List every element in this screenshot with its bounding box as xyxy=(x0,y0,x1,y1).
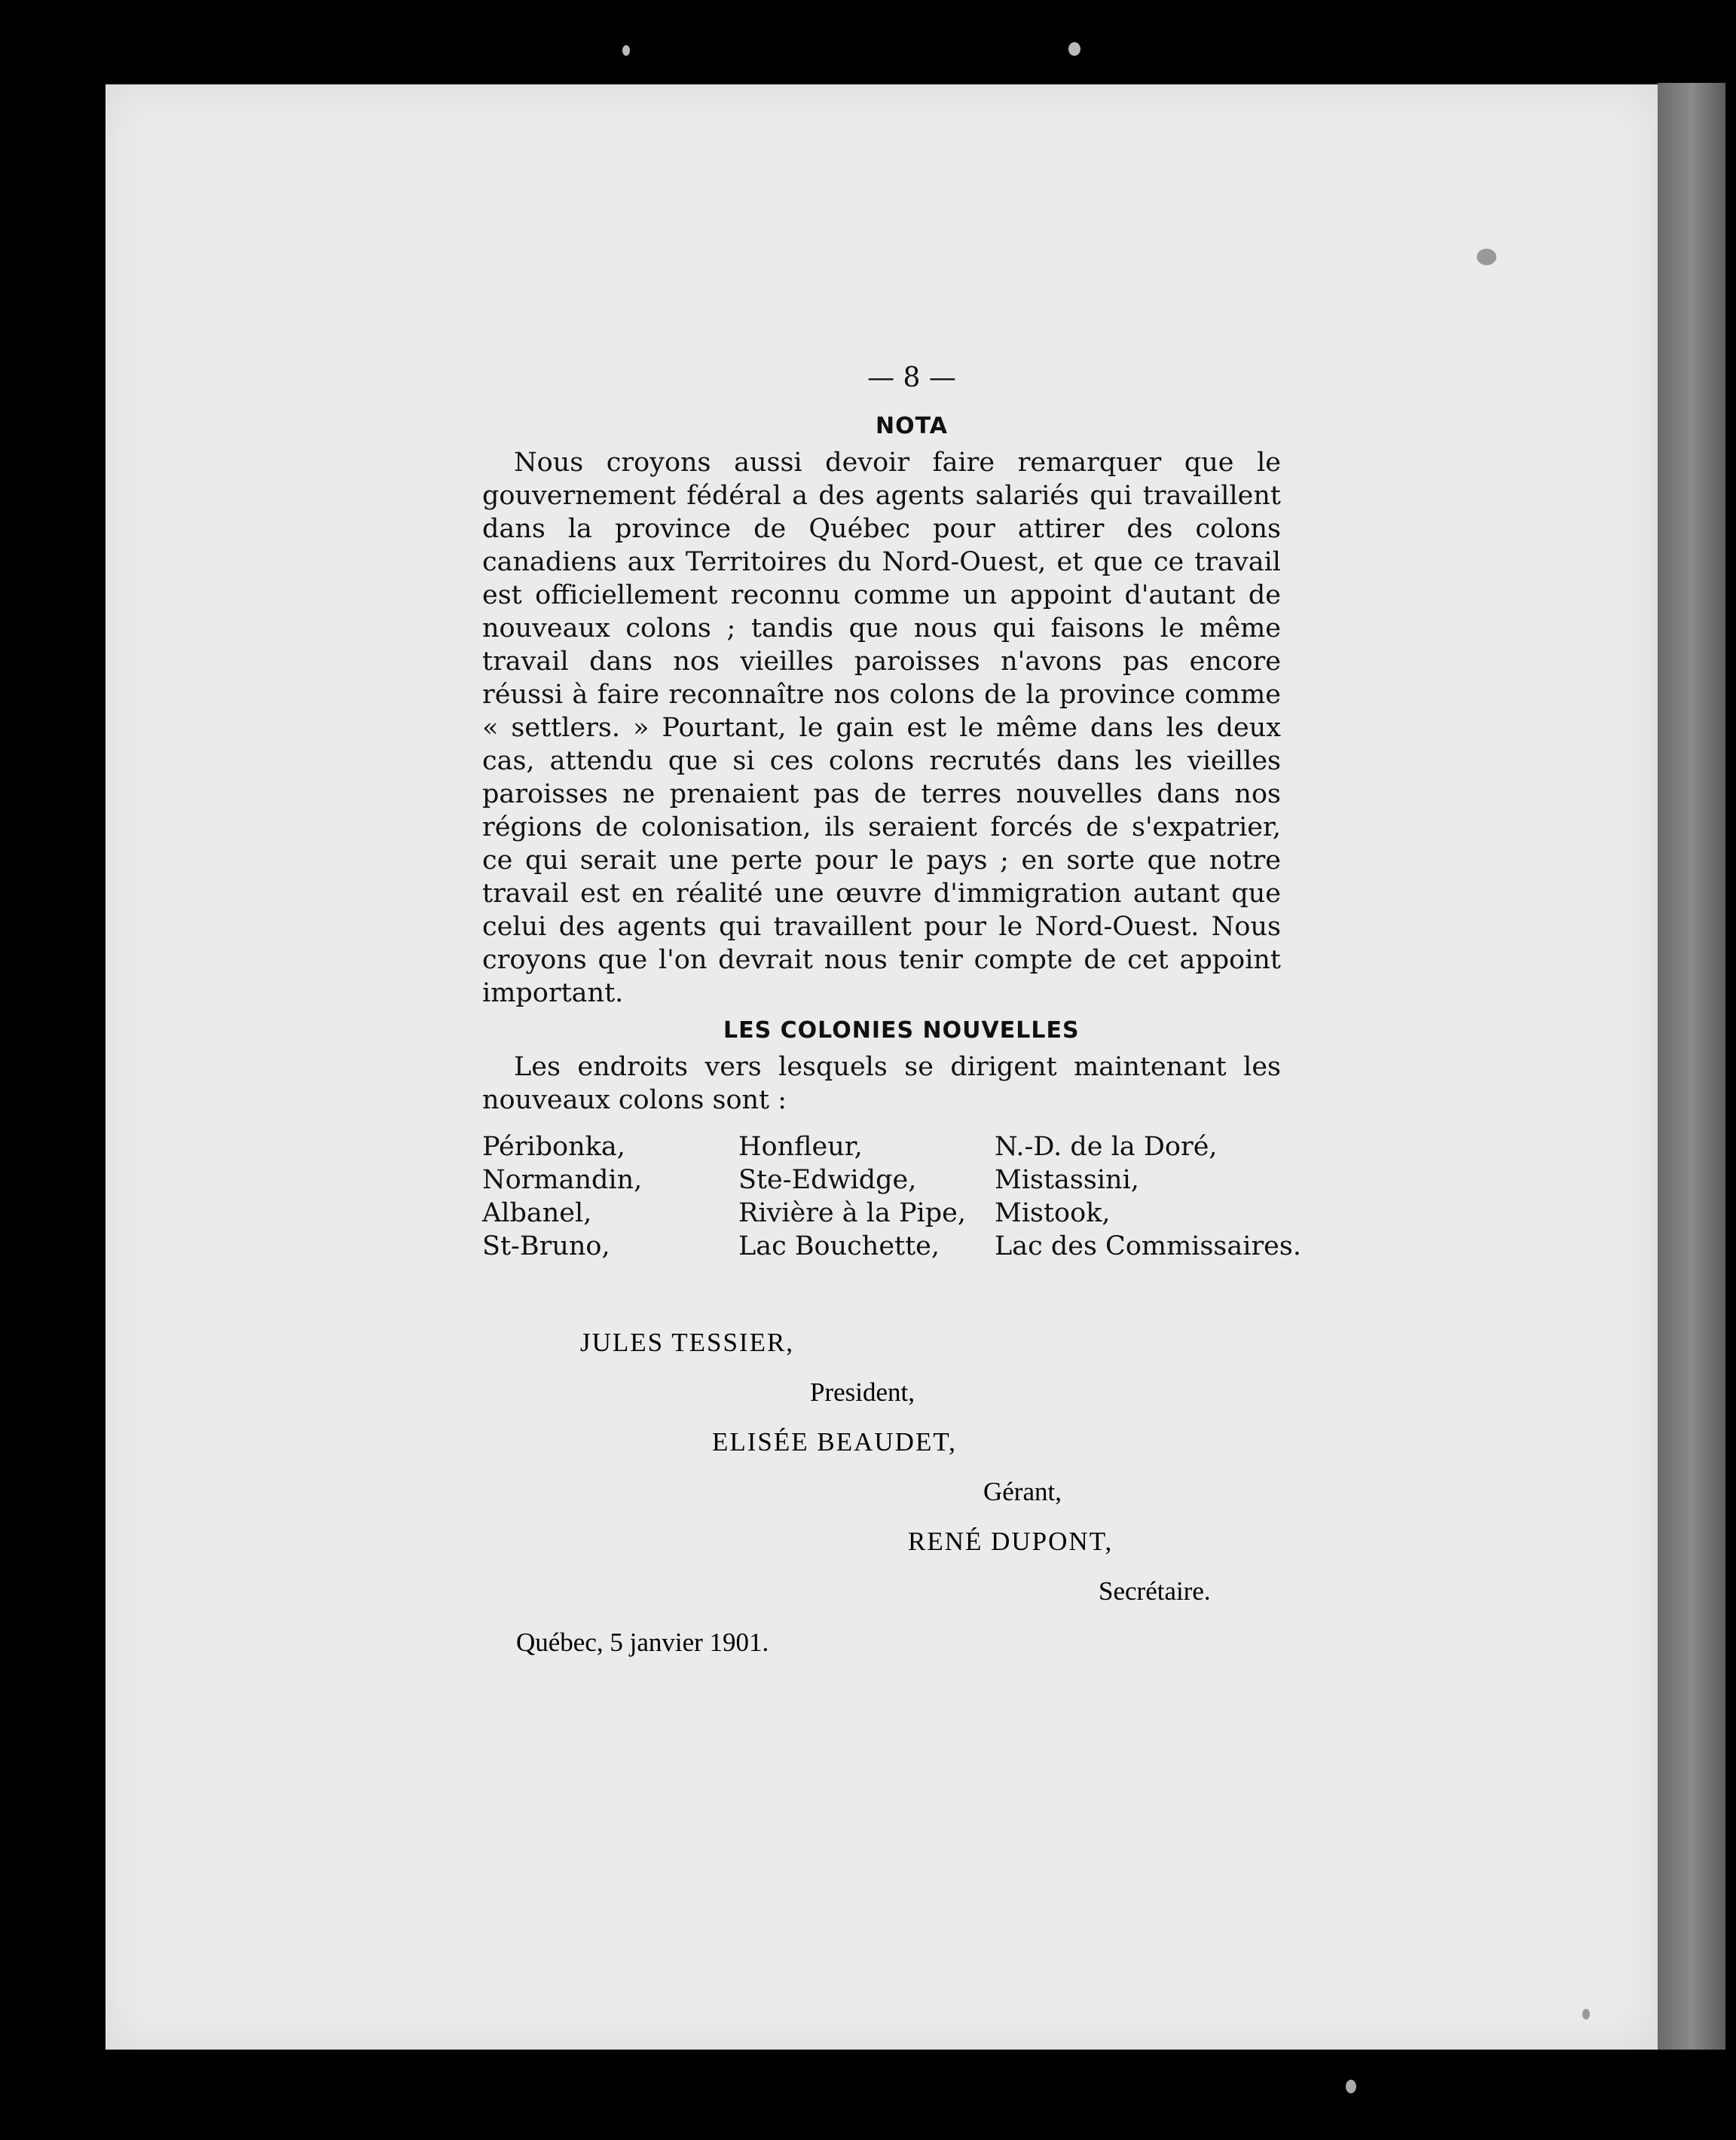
speck xyxy=(622,45,630,56)
speck xyxy=(1068,42,1080,56)
secretary-name: RENÉ DUPONT, xyxy=(908,1527,1114,1556)
nota-paragraph: Nous croyons aussi devoir faire remarquer que le gouvernement fédéral a des agents salariés qui travaillent dans la province de Québec pour attirer des colons canadiens aux Territoires du Nord-Ouest, et que ce travail est officiellement reconnu comme un appoint d'autant de nouveaux colons ; tandis que nous qui faisons le même travail dans nos vieilles paroisses n'avons pas encore réussi à faire reconnaître nos colons de la province comme « settlers. » Pourtant, le gain est le même dans les deux cas, attendu que si ces colons recrutés dans les vieilles paroisses ne prenaient pas de terres nouvelles dans nos régions de colonisation, ils seraient forcés de s'expatrier, ce qui serait une perte pour le pays ; en sorte que notre travail est en réalité une œuvre d'immigration autant que celui des agents qui travaillent pour le Nord-Ouest. Nous croyons que l'on devrait nous tenir compte de cet appoint important. xyxy=(482,448,1281,1008)
page-edge xyxy=(1658,83,1725,2050)
manager-name: ELISÉE BEAUDET, xyxy=(712,1427,957,1457)
places-list xyxy=(482,1130,1301,1263)
page-content xyxy=(482,362,1301,1263)
place-item: Péribonka, xyxy=(482,1132,625,1162)
nota-heading: NOTA xyxy=(876,413,948,439)
place-item: N.-D. de la Doré, xyxy=(995,1132,1218,1162)
place-item: Lac Bouchette, xyxy=(738,1231,940,1261)
place-item: Rivière à la Pipe, xyxy=(738,1198,966,1228)
president-title: President, xyxy=(810,1377,915,1407)
place-item: Lac des Commissaires. xyxy=(995,1231,1301,1261)
place-item: Mistook, xyxy=(995,1198,1111,1228)
speck xyxy=(1477,249,1496,265)
speck xyxy=(1346,2080,1356,2093)
place-item: Ste-Edwidge, xyxy=(738,1165,917,1195)
document-date: Québec, 5 janvier 1901. xyxy=(516,1628,769,1657)
speck xyxy=(1582,2009,1590,2019)
president-name: JULES TESSIER, xyxy=(580,1328,795,1357)
place-item: Albanel, xyxy=(482,1198,592,1228)
colonies-intro: Les endroits vers lesquels se dirigent maintenant les nouveaux colons sont : xyxy=(482,1052,1281,1115)
manager-title: Gérant, xyxy=(983,1477,1062,1506)
place-item: Mistassini, xyxy=(995,1165,1139,1195)
colonies-heading: LES COLONIES NOUVELLES xyxy=(723,1017,1080,1044)
secretary-title: Secrétaire. xyxy=(1099,1576,1211,1606)
place-item: St-Bruno, xyxy=(482,1231,610,1261)
place-item: Honfleur, xyxy=(738,1132,863,1162)
page-number: — 8 — xyxy=(867,362,956,393)
place-item: Normandin, xyxy=(482,1165,643,1195)
